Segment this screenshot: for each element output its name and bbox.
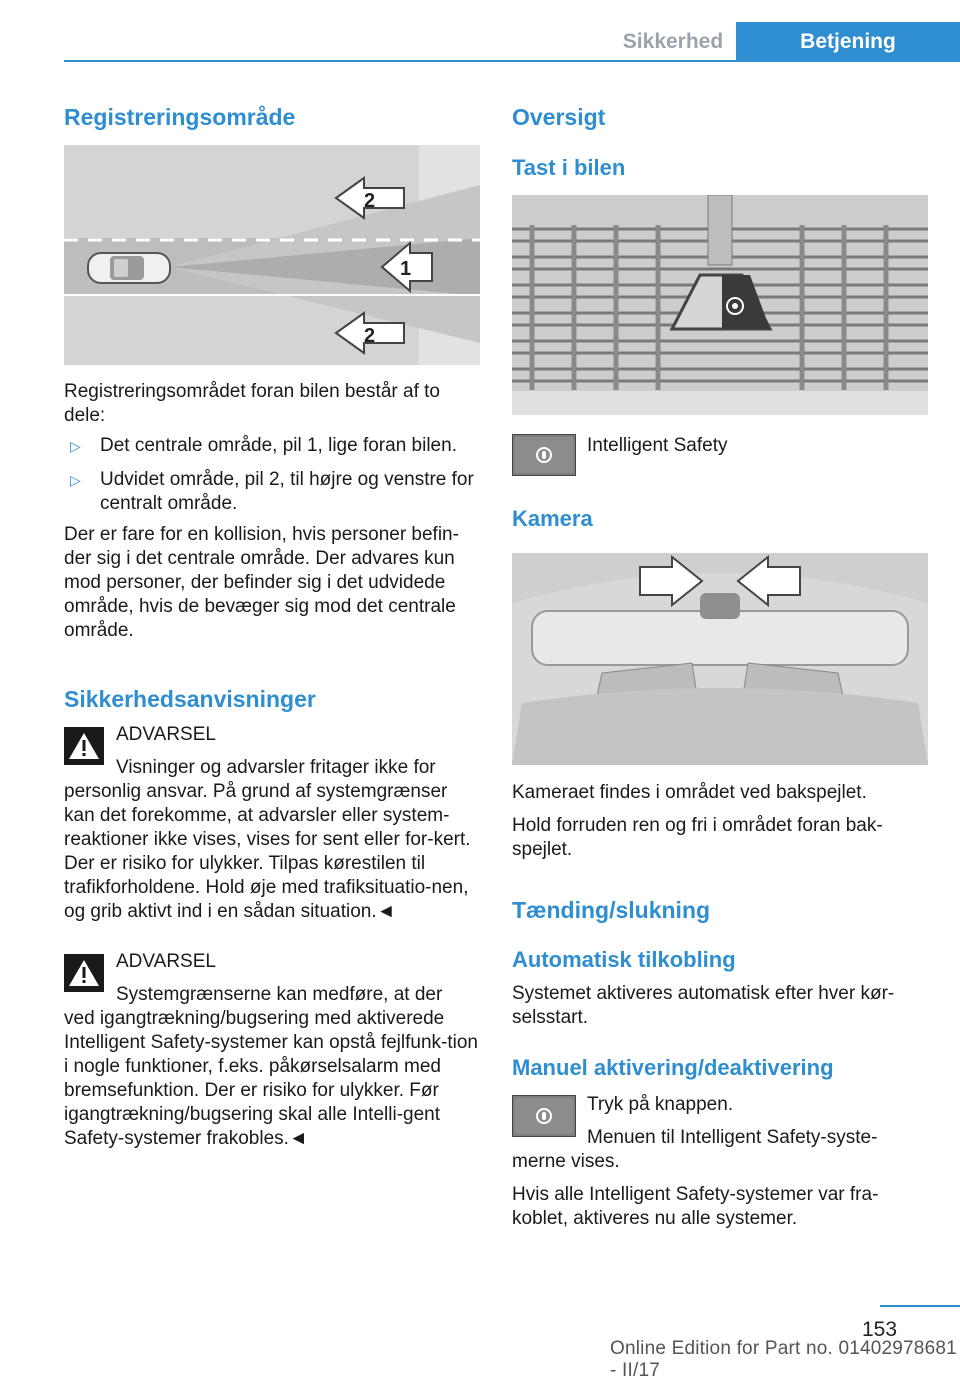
warning2-title: ADVARSEL	[116, 951, 216, 972]
camera-text-1: Kameraet findes i området ved bakspejlet.	[512, 782, 867, 803]
arrow-label-2-top: 2	[364, 190, 376, 212]
button-label: Intelligent Safety	[587, 435, 728, 456]
manual-text-1: Tryk på knappen.	[587, 1094, 734, 1115]
bullet-text: Udvidet område, pil 2, til højre og venstre for centralt område.	[100, 469, 474, 514]
subtitle-automatisk-tilkobling: Automatisk tilkobling	[512, 947, 736, 972]
subtitle-tast-i-bilen: Tast i bilen	[512, 155, 626, 180]
list-item	[64, 468, 484, 524]
manual-text-2: Menuen til Intelligent Safety-syste-merne vises.	[512, 1127, 878, 1172]
tab-betjening[interactable]: Betjening	[736, 22, 960, 62]
list-item	[64, 434, 484, 464]
manual-text-3: Hvis alle Intelligent Safety-systemer var fra-koblet, aktiveres nu alle systemer.	[512, 1184, 879, 1229]
warning1-text: Visninger og advarsler fritager ikke for personlig ansvar. På grund af systemgrænser kan det forekomme, at advarsler eller system-reaktioner ikke vises, vises for sent eller for-kert. Der er risiko for ulykker. Tilpas kørestilen til trafikforholdene. Hold øje med trafiksituatio-nen, og grib aktivt ind i en sådan situation.◄	[64, 757, 471, 922]
dashboard-button-illustration	[512, 195, 928, 415]
camera-text-2: Hold forruden ren og fri i området foran bak-spejlet.	[512, 815, 883, 860]
intelligent-safety-button[interactable]	[512, 434, 576, 476]
car-icon	[88, 253, 170, 283]
risk-paragraph: Der er fare for en kollision, hvis personer befin-der sig i det centrale område. Der advares kun mod personer, der befinder sig i det udvidede område, hvis de bevæger sig mod det centrale område.	[64, 524, 459, 641]
header-rule	[64, 60, 960, 62]
camera-location-figure	[512, 553, 928, 765]
page-number: 153	[862, 1318, 898, 1341]
triangle-bullet-icon: ▷	[70, 438, 81, 454]
subtitle-manuel-aktivering: Manuel aktivering/deaktivering	[512, 1055, 834, 1080]
intelligent-safety-icon	[534, 445, 554, 465]
arrow-label-1: 1	[400, 258, 412, 280]
section-title-sikkerhedsanvisninger: Sikkerhedsanvisninger	[64, 686, 316, 712]
intro-text: Registreringsområdet foran bilen består af to dele:	[64, 381, 440, 426]
detection-area-diagram	[64, 145, 480, 365]
auto-text: Systemet aktiveres automatisk efter hver kør-selsstart.	[512, 983, 895, 1028]
button-location-figure	[512, 195, 928, 415]
bullet-list	[64, 434, 484, 524]
tab-sikkerhed[interactable]: Sikkerhed	[622, 30, 724, 53]
bullet-text: Det centrale område, pil 1, lige foran bilen.	[100, 435, 457, 456]
intelligent-safety-icon	[534, 1106, 554, 1126]
section-title-oversigt: Oversigt	[512, 104, 606, 130]
warning2-text: Systemgrænserne kan medføre, at der ved igangtrækning/bugsering med aktiverede Intelligent Safety-systemer kan opstå fejlfunk-tion i nogle funktioner, f.eks. påkørselsalarm med bremsefunktion. Der er risiko for ulykker. Før igangtrækning/bugsering skal alle Intelli-gent Safety-systemer frakobles.◄	[64, 984, 478, 1149]
section-title-registreringsomraade: Registreringsområde	[64, 104, 296, 130]
section-title-taending-slukning: Tænding/slukning	[512, 897, 711, 923]
warning1-title: ADVARSEL	[116, 724, 216, 745]
footer-rule	[880, 1305, 960, 1307]
subtitle-kamera: Kamera	[512, 506, 593, 531]
detection-area-figure	[64, 145, 480, 365]
triangle-bullet-icon: ▷	[70, 472, 81, 488]
footer-edition: Online Edition for Part no. 01402978681 - II/17	[610, 1338, 957, 1381]
interior-camera-illustration	[512, 553, 928, 765]
arrow-label-2-bottom: 2	[364, 325, 376, 347]
